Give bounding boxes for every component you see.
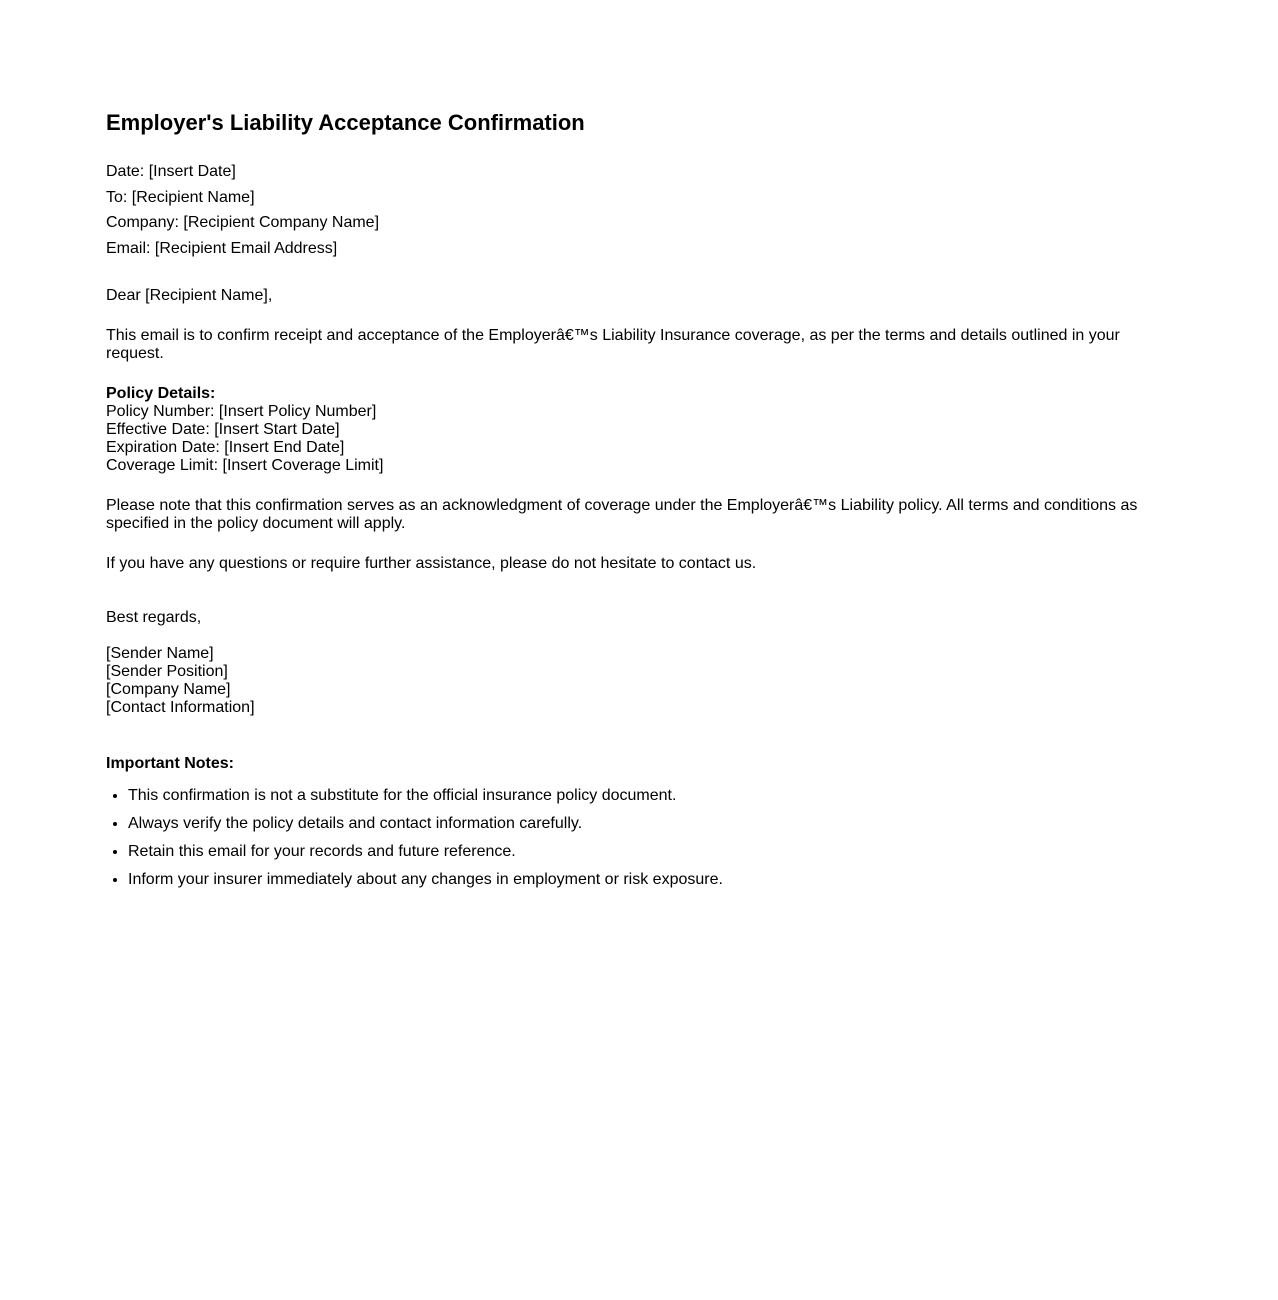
contact-information: [Contact Information] (106, 699, 255, 716)
effective-date-line: Effective Date: [Insert Start Date] (106, 421, 340, 438)
coverage-limit-line: Coverage Limit: [Insert Coverage Limit] (106, 457, 384, 474)
header-fields (106, 159, 1166, 261)
sender-name: [Sender Name] (106, 645, 214, 662)
policy-details-heading: Policy Details: (106, 385, 216, 402)
sender-position: [Sender Position] (106, 663, 228, 680)
to-field: To: [Recipient Name] (106, 188, 255, 206)
important-notes-list (106, 787, 1166, 889)
company-name: [Company Name] (106, 681, 231, 698)
intro-paragraph: This email is to confirm receipt and acceptance of the Employerâ€™s Liability Insurance coverage, as per the terms and details outlined in your request. (106, 327, 1120, 362)
policy-number-line: Policy Number: [Insert Policy Number] (106, 403, 377, 420)
email-field: Email: [Recipient Email Address] (106, 239, 338, 257)
page-title: Employer's Liability Acceptance Confirmation (106, 110, 585, 135)
letter-body (106, 109, 1166, 899)
list-item: • Retain this email for your records and future reference. (128, 843, 1166, 861)
list-item: • Always verify the policy details and contact information carefully. (128, 815, 1166, 833)
signature-block (106, 645, 1166, 717)
acknowledgment-paragraph: Please note that this confirmation serves as an acknowledgment of coverage under the Employerâ€™s Liability policy. All terms and conditions as specified in the policy document will apply. (106, 497, 1138, 532)
contact-paragraph: If you have any questions or require further assistance, please do not hesitate to contact us. (106, 555, 757, 572)
greeting: Dear [Recipient Name], (106, 287, 273, 304)
closing: Best regards, (106, 609, 202, 626)
date-field: Date: [Insert Date] (106, 163, 236, 180)
policy-details (106, 385, 1166, 475)
expiration-date-line: Expiration Date: [Insert End Date] (106, 439, 345, 456)
important-notes-heading: Important Notes: (106, 755, 234, 772)
list-item: • Inform your insurer immediately about any changes in employment or risk exposure. (128, 871, 1166, 889)
list-item: • This confirmation is not a substitute for the official insurance policy document. (128, 787, 1166, 805)
company-field: Company: [Recipient Company Name] (106, 214, 380, 231)
